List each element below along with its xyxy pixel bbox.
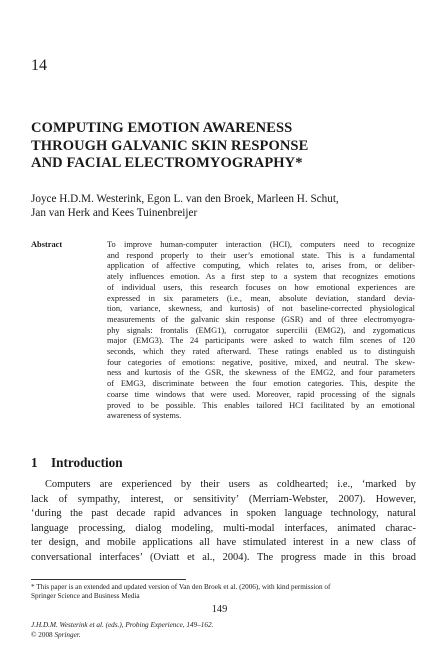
copyright-notice bbox=[31, 630, 81, 640]
title-line: AND FACIAL ELECTROMYOGRAPHY* bbox=[31, 155, 303, 171]
abstract-text bbox=[107, 240, 415, 422]
abstract-line: and respond properly to their user’s emotional state. This is a fundamental bbox=[107, 250, 415, 260]
body-line: ‘during the past decade rapid advances in spoken language technology, natural bbox=[31, 508, 416, 520]
body-line: Computers are experienced by their users as coldhearted; i.e., ‘marked by bbox=[45, 479, 416, 490]
abstract-line: phy signals: frontalis (EMG1), corrugator supercilii (EMG2), and zygomaticus bbox=[107, 325, 415, 335]
section-title: Introduction bbox=[51, 455, 123, 470]
body-paragraph bbox=[31, 478, 416, 566]
body-line: conversational interfaces’ (Oviatt et al., 2004). The progress made in this broad bbox=[31, 551, 416, 563]
author-list bbox=[31, 192, 416, 220]
abstract-line: of individual users, this research focuses on how emotional experiences are bbox=[107, 282, 415, 292]
citation-editors: J.H.D.M. Westerink et al. (eds.), bbox=[31, 621, 124, 629]
book-citation bbox=[31, 620, 213, 630]
footnote-divider bbox=[31, 579, 186, 580]
copyright-text: © 2008 bbox=[31, 631, 55, 639]
abstract-line: To improve human-computer interaction (HCI), computers need to recognize bbox=[107, 240, 415, 249]
abstract-line: seconds, which they rated afterward. These ratings enabled us to distinguish bbox=[107, 347, 415, 357]
section-number: 1 bbox=[31, 455, 38, 470]
author-line: Jan van Herk and Kees Tuinenbreijer bbox=[31, 207, 198, 219]
abstract-line: awareness of systems. bbox=[107, 411, 182, 421]
abstract-line: ness and kurtosis of the GSR, the skewness of the EMG2, and four parameters bbox=[107, 368, 415, 378]
body-line: ter design, and mobile applications all have stimulated interest in a new class of bbox=[31, 537, 416, 549]
footnote bbox=[31, 583, 416, 601]
abstract-line: application of affective computing, which relates to, arises from, or deliber- bbox=[107, 261, 415, 271]
abstract-line: ately influences emotion. As a first step to a system that recognizes emotions bbox=[107, 272, 415, 282]
abstract-line: measurements of the galvanic skin response (GSR) and of three electromyogra- bbox=[107, 314, 415, 324]
abstract-line: tion, variance, skewness, and kurtosis) of not baseline-corrected physiological bbox=[107, 304, 415, 314]
abstract-line: major (EMG3). The 24 participants were asked to watch film scenes of 120 bbox=[107, 336, 415, 346]
title-line: COMPUTING EMOTION AWARENESS bbox=[31, 120, 293, 136]
abstract-line: proved to be possible. This enables tailored HCI facilitated by an emotional bbox=[107, 400, 415, 410]
title-line: THROUGH GALVANIC SKIN RESPONSE bbox=[31, 137, 309, 154]
citation-book-title: Probing Experience bbox=[125, 621, 183, 629]
body-line: lack of sympathy, interest, or sensitivity’ (Merriam-Webster, 2007). However, bbox=[31, 493, 416, 505]
page-number: 149 bbox=[211, 604, 228, 615]
chapter-number: 14 bbox=[31, 57, 47, 74]
publisher-name: Springer. bbox=[54, 631, 81, 639]
footnote-line: * This paper is an extended and updated version of Van den Broek et al. (2006), with kind permission of bbox=[31, 583, 331, 591]
section-heading bbox=[31, 455, 123, 471]
abstract-label: Abstract bbox=[31, 240, 63, 249]
author-line: Joyce H.D.M. Westerink, Egon L. van den Broek, Marleen H. Schut, bbox=[31, 193, 339, 205]
footnote-line: Springer Science and Business Media bbox=[31, 592, 140, 601]
abstract-line: coarse time windows that were used. Moreover, rapid processing of the signals bbox=[107, 389, 415, 399]
abstract-line: four categories of emotions: negative, positive, mixed, and neutral. The skew- bbox=[107, 357, 415, 367]
chapter-title bbox=[31, 120, 411, 173]
abstract-line: of EMG3, discriminate between the four emotion categories. This, despite the bbox=[107, 379, 415, 389]
abstract-line: expressed in six parameters (i.e., mean, absolute deviation, standard devia- bbox=[107, 293, 415, 303]
body-line: language processing, dialog modeling, multi-modal interfaces, animated charac- bbox=[31, 522, 416, 534]
citation-pages: , 149–162. bbox=[182, 621, 214, 629]
